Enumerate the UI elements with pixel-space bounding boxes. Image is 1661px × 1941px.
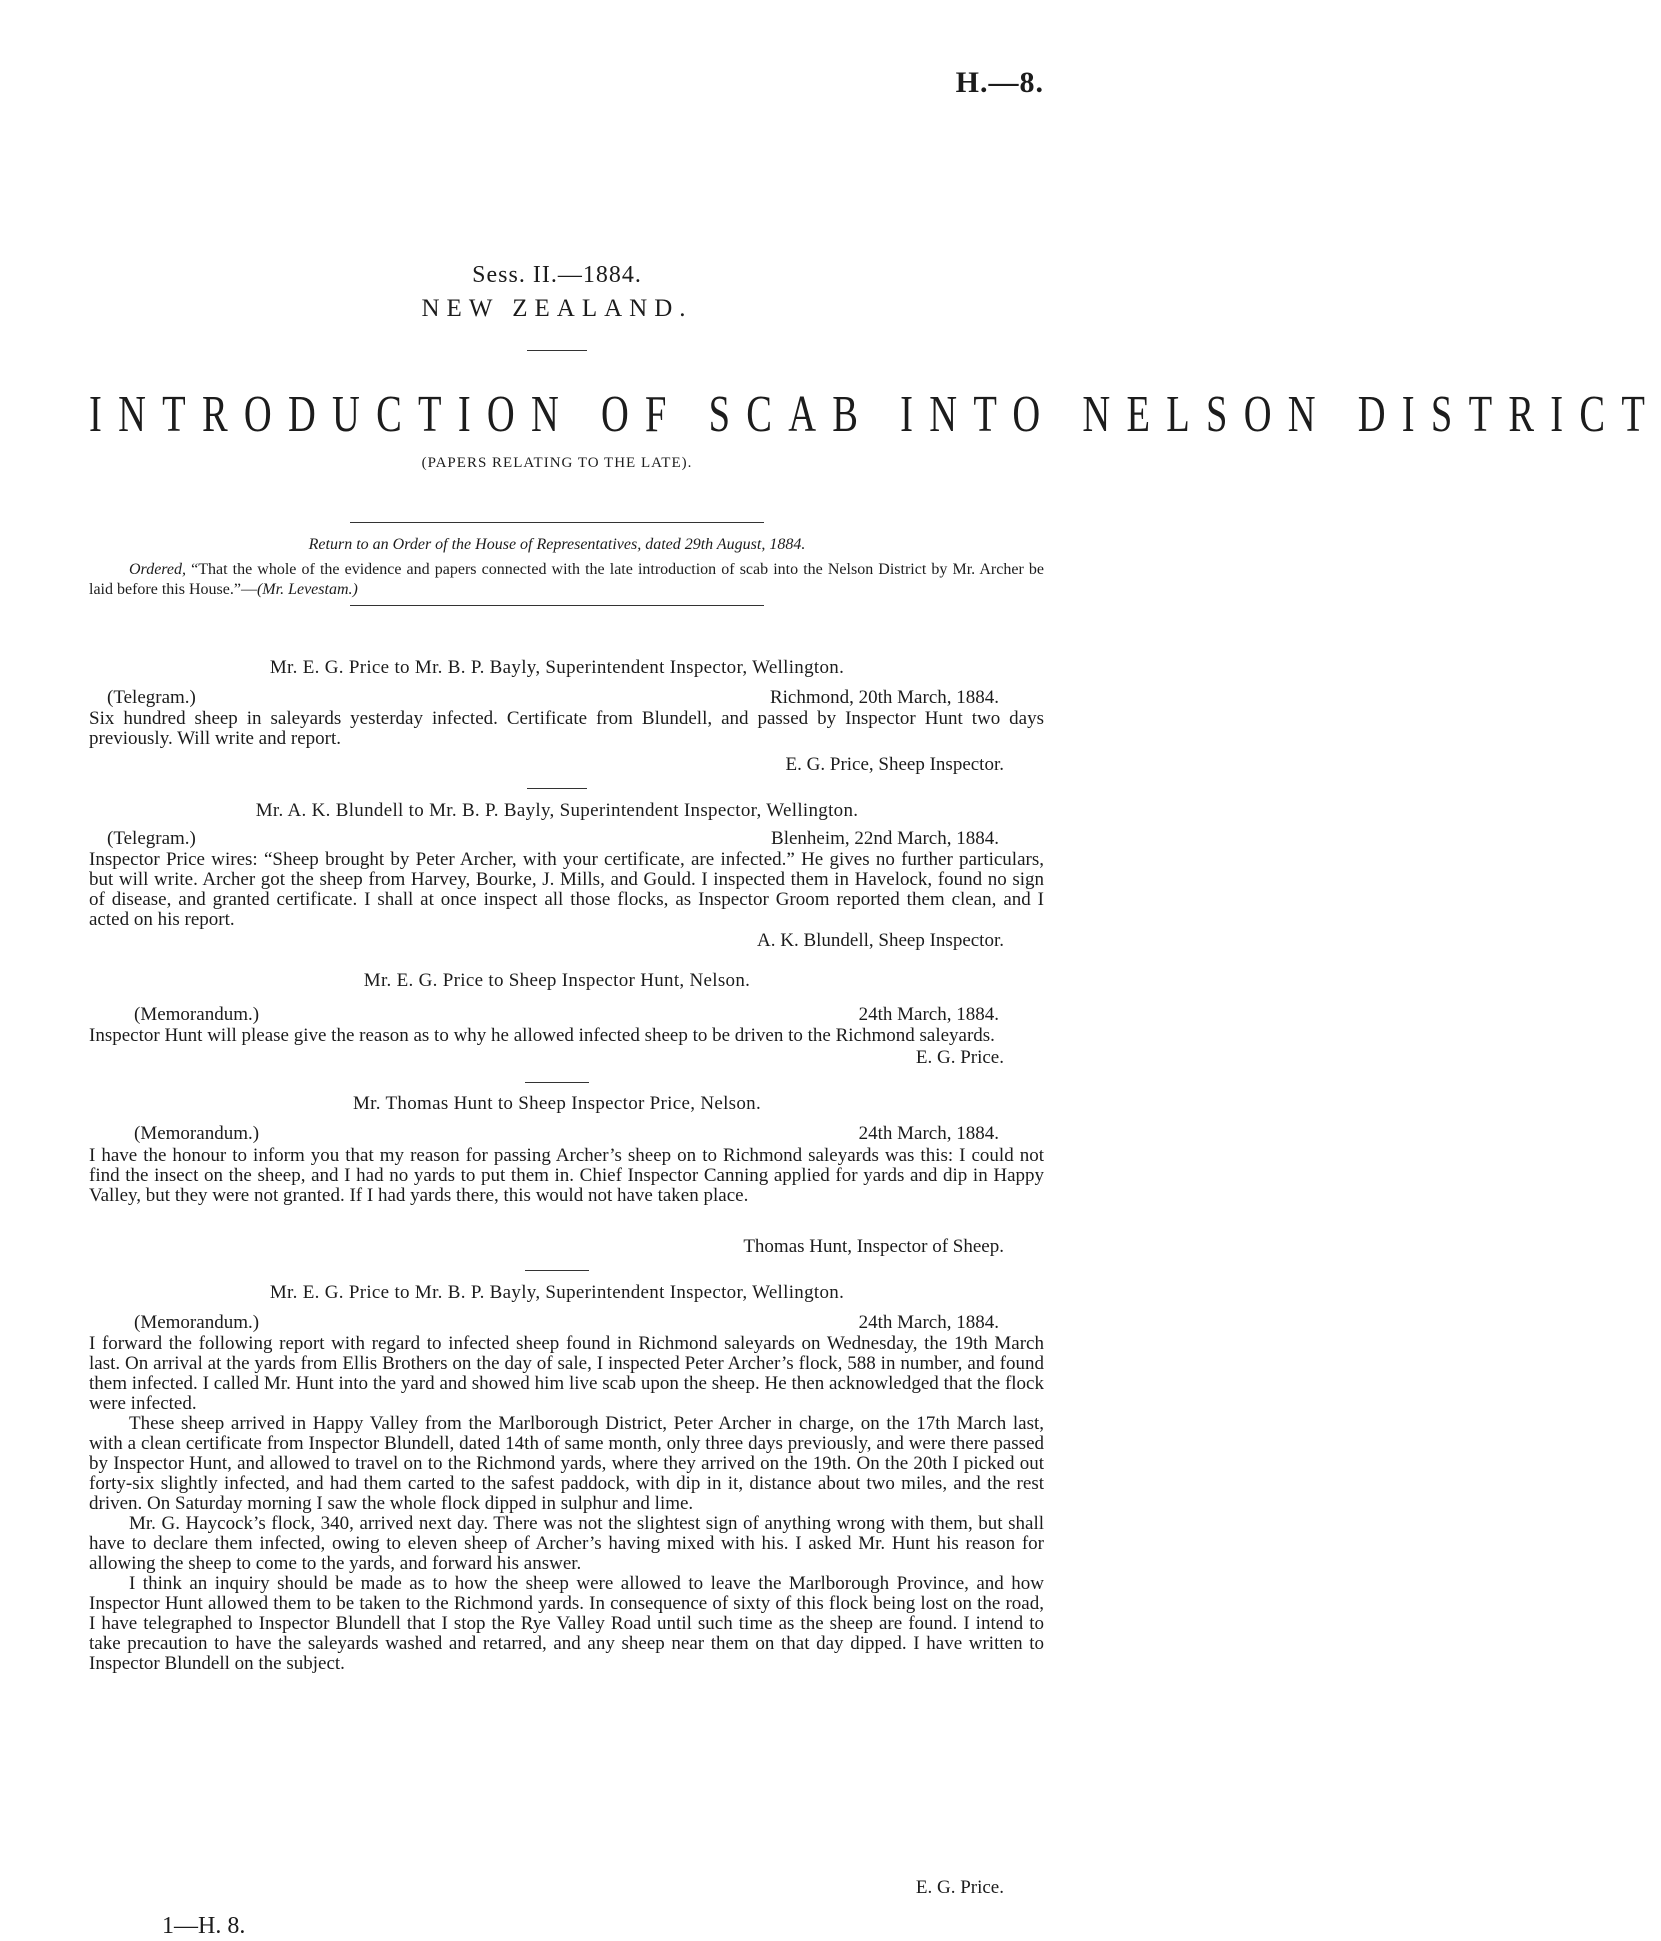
- letter-type: (Memorandum.): [134, 1123, 260, 1144]
- divider: [525, 1082, 589, 1083]
- order-label: Ordered,: [129, 561, 187, 578]
- letter-body: [89, 1334, 1044, 1674]
- document-reference: H.—8.: [955, 66, 1044, 99]
- letter-paragraph: I forward the following report with regard to infected sheep found in Richmond saleyards on Wednesday, the 19th March last. On arrival at the yards from Ellis Brothers on the day of sale, I inspected Peter Archer’s flock, 588 in number, and found them infected. I called Mr. Hunt into the yard and showed him live scab upon the sheep. He then acknowledged that the flock were infected.: [89, 1333, 1044, 1414]
- order-paragraph: [89, 560, 1044, 600]
- letter-body: [89, 709, 1044, 749]
- letter-heading: Mr. Thomas Hunt to Sheep Inspector Price, Nelson.: [352, 1093, 761, 1114]
- letter-signature: A. K. Blundell, Sheep Inspector.: [757, 930, 1004, 951]
- letter-type: (Telegram.): [107, 828, 196, 849]
- letter-signature: E. G. Price.: [915, 1877, 1004, 1898]
- letter-signature: E. G. Price.: [915, 1047, 1004, 1068]
- letter-paragraph: Six hundred sheep in saleyards yesterday infected. Certificate from Blundell, and passed by Inspector Hunt two days previously. Will write and report.: [89, 708, 1044, 749]
- letter-paragraph: Inspector Price wires: “Sheep brought by Peter Archer, with your certificate, are infected.” He gives no further particulars, but will write. Archer got the sheep from Harvey, Bourke, J. Mills, and Gould. I inspected them in Havelock, found no sign of disease, and granted certificate. I shall at once inspect all those flocks, as Inspector Groom reported them clean, and I acted on his report.: [89, 849, 1044, 930]
- return-line: Return to an Order of the House of Representatives, dated 29th August, 1884.: [308, 536, 806, 553]
- document-subtitle: (PAPERS RELATING TO THE LATE).: [421, 455, 693, 471]
- letter-signature: E. G. Price, Sheep Inspector.: [785, 754, 1004, 775]
- divider: [525, 1270, 589, 1271]
- letter-heading: Mr. A. K. Blundell to Mr. B. P. Bayly, Superintendent Inspector, Wellington.: [255, 800, 859, 821]
- letter-place-date: Blenheim, 22nd March, 1884.: [771, 828, 999, 849]
- letter-paragraph: I have the honour to inform you that my reason for passing Archer’s sheep on to Richmond saleyards was this: I could not find the insect on the sheep, and I had no yards to put them in. Chief Inspector Canning applied for yards and dip in Happy Valley, but they were not granted. If I had yards there, this would not have taken place.: [89, 1145, 1044, 1206]
- session-line: Sess. II.—1884.: [472, 262, 642, 288]
- letter-place-date: 24th March, 1884.: [858, 1123, 999, 1144]
- country-line: NEW ZEALAND.: [421, 295, 693, 322]
- letter-place-date: 24th March, 1884.: [858, 1312, 999, 1333]
- letter-heading: Mr. E. G. Price to Mr. B. P. Bayly, Superintendent Inspector, Wellington.: [269, 1282, 845, 1303]
- letter-place-date: Richmond, 20th March, 1884.: [769, 687, 999, 708]
- letter-type: (Telegram.): [107, 687, 196, 708]
- divider: [350, 605, 764, 606]
- letter-body: [89, 1146, 1044, 1206]
- letter-paragraph: Inspector Hunt will please give the reason as to why he allowed infected sheep to be driven to the Richmond saleyards.: [89, 1025, 995, 1046]
- page-footer: 1—H. 8.: [162, 1913, 246, 1939]
- letter-body: [89, 850, 1044, 930]
- letter-type: (Memorandum.): [134, 1004, 260, 1025]
- letter-paragraph: These sheep arrived in Happy Valley from the Marlborough District, Peter Archer in charge, on the 17th March last, with a clean certificate from Inspector Blundell, dated 14th of same month, only three days previously, and were there passed by Inspector Hunt, and allowed to travel on to the Richmond yards, where they arrived on the 19th. On the 20th I picked out forty-six slightly infected, and had them carted to the safest paddock, with dip in it, distance about two miles, and the rest driven. On Saturday morning I saw the whole flock dipped in sulphur and lime.: [89, 1413, 1044, 1514]
- divider: [350, 522, 764, 523]
- letter-heading: Mr. E. G. Price to Sheep Inspector Hunt, Nelson.: [363, 970, 751, 991]
- document-title: INTRODUCTION OF SCAB INTO NELSON DISTRICT: [89, 386, 1661, 443]
- divider: [527, 350, 587, 351]
- order-mover: (Mr. Levestam.): [256, 581, 358, 598]
- order-text: “That the whole of the evidence and papers connected with the late introduction of scab into the Nelson District by Mr. Archer be laid before this House.”—: [89, 561, 1044, 598]
- letter-paragraph: Mr. G. Haycock’s flock, 340, arrived next day. There was not the slightest sign of anything wrong with them, but shall have to declare them infected, owing to eleven sheep of Archer’s having mixed with his. I asked Mr. Hunt his reason for allowing the sheep to come to the yards, and forward his answer.: [89, 1513, 1044, 1574]
- letter-paragraph: I think an inquiry should be made as to how the sheep were allowed to leave the Marlborough Province, and how Inspector Hunt allowed them to be taken to the Richmond yards. In consequence of sixty of this flock being lost on the road, I have telegraphed to Inspector Blundell that I stop the Rye Valley Road until such time as the sheep are found. I intend to take precaution to have the saleyards washed and retarred, and any sheep near them on that day dipped. I have written to Inspector Blundell on the subject.: [89, 1573, 1044, 1674]
- letter-body: [89, 1026, 1044, 1046]
- letter-heading: Mr. E. G. Price to Mr. B. P. Bayly, Superintendent Inspector, Wellington.: [269, 657, 845, 678]
- letter-signature: Thomas Hunt, Inspector of Sheep.: [743, 1236, 1004, 1257]
- letter-type: (Memorandum.): [134, 1312, 260, 1333]
- letter-place-date: 24th March, 1884.: [858, 1004, 999, 1025]
- divider: [527, 788, 587, 789]
